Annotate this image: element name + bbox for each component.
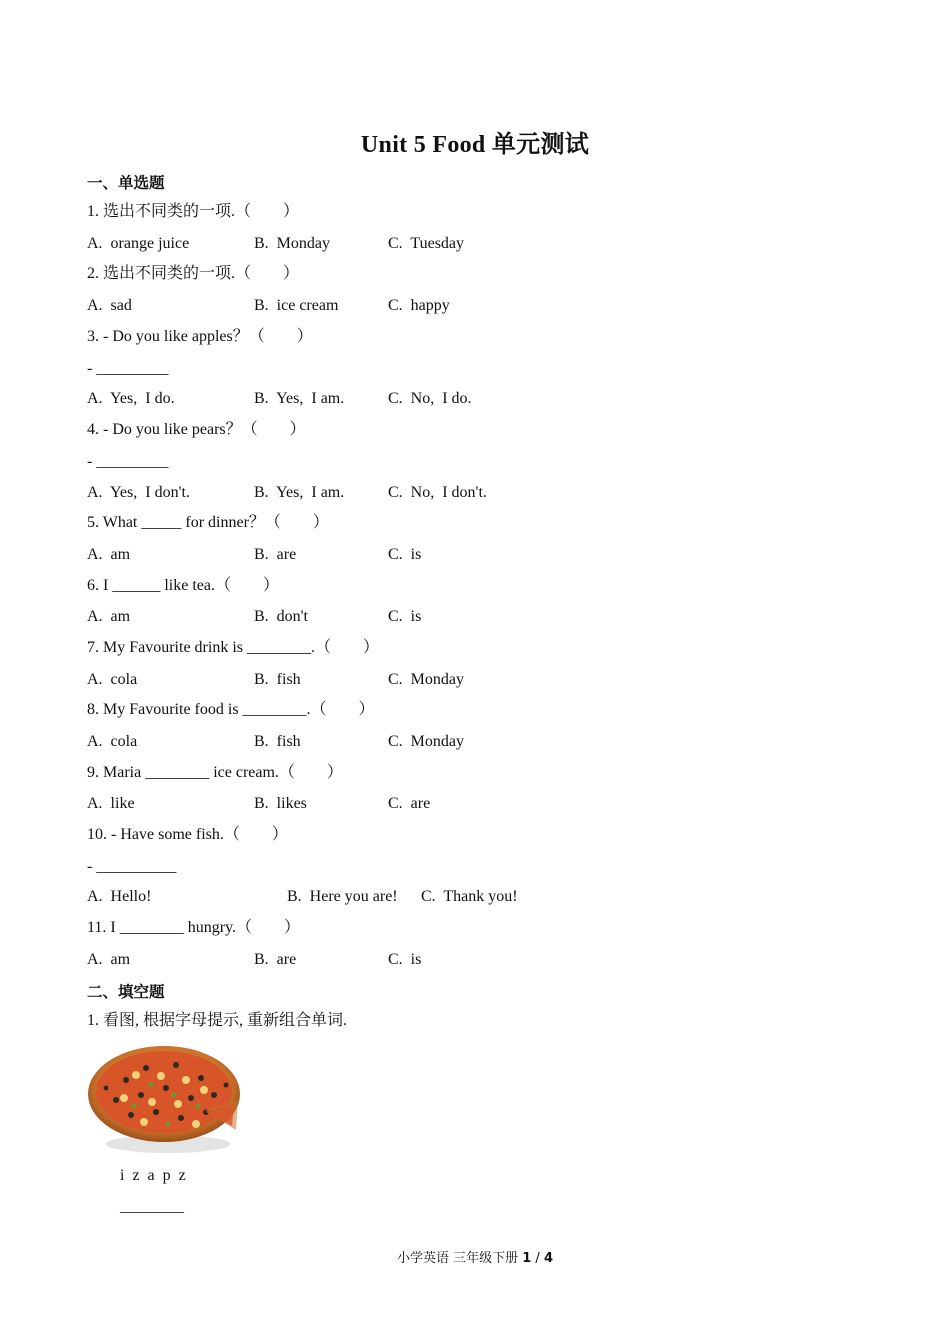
options-row [87,887,647,907]
page-total: 4 [543,1251,553,1266]
page-number: 1 [522,1251,532,1266]
fill-question-stem: 1. 看图, 根据字母提示, 重新组合单词. [87,1012,348,1029]
question-stem: 1. 选出不同类的一项.（ ） [87,203,300,220]
question-stem: 2. 选出不同类的一项.（ ） [87,265,300,282]
question-stem: 10. - Have some fish.（ ） [87,826,288,843]
option-c: C. is [388,546,422,563]
options-row [87,234,647,254]
options-row [87,794,647,814]
question-stem: 9. Maria ________ ice cream.（ ） [87,764,343,781]
question-stem: 4. - Do you like pears？（ ） [87,421,306,438]
question-stem: 7. My Favourite drink is ________.（ ） [87,639,379,656]
answer-blank: - _________ [87,360,169,377]
question-stem: 11. I ________ hungry.（ ） [87,919,301,936]
option-c: C. No, I do. [388,390,472,407]
pizza-image [86,1040,244,1156]
options-row [87,389,647,409]
footer-text: 小学英语 三年级下册 [396,1251,523,1266]
option-b: B. Yes, I am. [254,484,345,501]
option-c: C. Thank you! [421,888,518,905]
option-a: A. Hello! [87,888,152,905]
answer-blank: ________ [120,1198,184,1215]
question-stem: 3. - Do you like apples？（ ） [87,328,313,345]
answer-blank: - __________ [87,858,177,875]
option-a: A. Yes, I don't. [87,484,190,501]
options-row [87,545,647,565]
option-b: B. Monday [254,235,330,252]
option-b: B. don't [254,608,308,625]
option-c: C. is [388,951,422,968]
question-stem: 5. What _____ for dinner？（ ） [87,514,329,531]
option-a: A. am [87,951,131,968]
option-b: B. ice cream [254,297,339,314]
option-c: C. Tuesday [388,235,465,252]
option-a: A. am [87,546,131,563]
option-c: C. happy [388,297,450,314]
option-a: A. Yes, I do. [87,390,175,407]
option-a: A. cola [87,733,138,750]
section-heading-multiple-choice: 一、单选题 [87,174,165,192]
option-b: B. fish [254,733,301,750]
option-c: C. Monday [388,733,464,750]
option-b: B. Here you are! [287,888,398,905]
letter-hint: i z a p z [120,1167,188,1184]
option-c: C. Monday [388,671,464,688]
option-a: A. cola [87,671,138,688]
options-row [87,732,647,752]
answer-blank: - _________ [87,453,169,470]
option-a: A. orange juice [87,235,190,252]
option-b: B. fish [254,671,301,688]
section-heading-fill-in: 二、填空题 [87,983,165,1001]
option-a: A. like [87,795,135,812]
options-row [87,670,647,690]
page-footer [0,1247,950,1266]
options-row [87,296,647,316]
option-a: A. am [87,608,131,625]
options-row [87,950,647,970]
question-stem: 8. My Favourite food is ________.（ ） [87,701,375,718]
option-c: C. No, I don't. [388,484,487,501]
option-b: B. likes [254,795,307,812]
page-title: Unit 5 Food 单元测试 [360,132,590,158]
option-b: B. are [254,546,297,563]
question-stem: 6. I ______ like tea.（ ） [87,577,279,594]
option-a: A. sad [87,297,132,314]
option-b: B. are [254,951,297,968]
option-c: C. is [388,608,422,625]
option-c: C. are [388,795,431,812]
option-b: B. Yes, I am. [254,390,345,407]
page-separator: / [531,1251,544,1266]
options-row [87,483,647,503]
options-row [87,607,647,627]
